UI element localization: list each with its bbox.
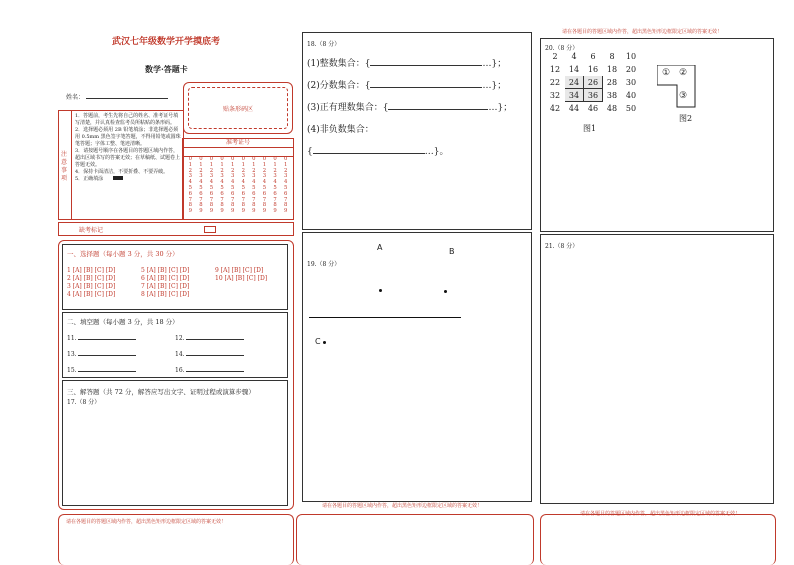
exam-digit-column bbox=[263, 157, 266, 215]
q21-label: 21.（8 分） bbox=[545, 243, 579, 250]
q19-box[interactable] bbox=[302, 232, 532, 502]
exam-digit-bubble[interactable]: 6 bbox=[230, 190, 235, 197]
exam-digit-bubble[interactable]: 2 bbox=[230, 167, 235, 174]
exam-digit-bubble[interactable]: 1 bbox=[188, 161, 192, 168]
exam-number-box bbox=[182, 138, 294, 220]
exam-digit-bubble[interactable]: 8 bbox=[283, 202, 288, 209]
exam-digit-bubble[interactable]: 2 bbox=[273, 167, 277, 174]
fig2-label: 图2 bbox=[679, 114, 693, 123]
exam-digit-bubble[interactable]: 7 bbox=[273, 196, 277, 203]
exam-digit-bubble[interactable]: 2 bbox=[262, 167, 267, 174]
exam-digit-bubble[interactable]: 3 bbox=[199, 173, 203, 180]
exam-digit-bubble[interactable]: 5 bbox=[241, 184, 245, 191]
notice-item: 2．选择题必须用 2B 铅笔填涂；非选择题必须用 0.5mm 黑色签字笔答题，不得用铅笔或圆珠笔答题；字体工整、笔迹清晰。 bbox=[75, 127, 181, 147]
exam-digit-bubble[interactable]: 4 bbox=[283, 179, 288, 186]
point-b-label: B bbox=[449, 247, 455, 256]
absent-mark-box bbox=[58, 222, 294, 236]
exam-digit-bubble[interactable]: 3 bbox=[188, 173, 192, 180]
exam-digit-bubble[interactable]: 1 bbox=[262, 161, 267, 168]
overflow-box-right bbox=[540, 514, 776, 565]
exam-digit-bubble[interactable]: 5 bbox=[209, 184, 214, 191]
section1-title: 一、选择题（每小题 3 分，共 30 分） bbox=[67, 250, 179, 258]
absent-label: 缺考标记 bbox=[79, 227, 104, 234]
exam-digit-bubble[interactable]: 3 bbox=[230, 173, 235, 180]
exam-digit-bubble[interactable]: 0 bbox=[209, 156, 214, 162]
exam-digit-bubble[interactable]: 8 bbox=[199, 202, 203, 209]
exam-digit-bubble[interactable]: 7 bbox=[220, 196, 224, 203]
exam-digit-bubble[interactable]: 7 bbox=[262, 196, 267, 203]
q18-row-5[interactable]: { …}。 bbox=[307, 147, 449, 157]
choice-q1[interactable]: 1 [A] [B] [C] [D] bbox=[67, 267, 116, 274]
exam-digit-bubble[interactable]: 2 bbox=[209, 167, 214, 174]
choice-q7[interactable]: 7 [A] [B] [C] [D] bbox=[141, 283, 190, 290]
blank-15[interactable]: 15. bbox=[67, 367, 136, 383]
section3-box[interactable] bbox=[62, 380, 288, 506]
exam-digit-bubble[interactable]: 3 bbox=[241, 173, 245, 180]
grid-cell: 28 bbox=[606, 77, 618, 87]
exam-digit-bubble[interactable]: 9 bbox=[283, 208, 288, 215]
grid-cell: 14 bbox=[568, 64, 580, 74]
exam-digit-bubble[interactable]: 5 bbox=[230, 184, 235, 191]
grid-cell: 32 bbox=[549, 90, 561, 100]
blank-12[interactable]: 12. bbox=[175, 335, 244, 351]
exam-digit-bubble[interactable]: 2 bbox=[241, 167, 245, 174]
exam-digit-bubble[interactable]: 5 bbox=[273, 184, 277, 191]
filled-sample bbox=[113, 176, 123, 180]
exam-digit-bubble[interactable]: 5 bbox=[262, 184, 267, 191]
exam-digit-bubble[interactable]: 5 bbox=[283, 184, 288, 191]
exam-digit-bubble[interactable]: 4 bbox=[188, 179, 192, 186]
grid-cell: 10 bbox=[625, 51, 637, 61]
exam-digit-bubble[interactable]: 3 bbox=[220, 173, 224, 180]
exam-digit-bubble[interactable]: 9 bbox=[241, 208, 245, 215]
warning-text: 请在各题目的答题区域内作答，超出黑色矩形边框限定区域的答案无效！ bbox=[322, 503, 483, 509]
exam-digit-bubble[interactable]: 8 bbox=[241, 202, 245, 209]
exam-digit-bubble[interactable]: 9 bbox=[230, 208, 235, 215]
grid-cell: 42 bbox=[549, 103, 561, 113]
segment-line bbox=[309, 317, 461, 318]
page-subtitle: 数学·答题卡 bbox=[145, 64, 188, 74]
grid-cell: 22 bbox=[549, 77, 561, 87]
exam-digit-column bbox=[199, 157, 202, 215]
exam-digit-column bbox=[220, 157, 223, 215]
exam-digit-bubble[interactable]: 5 bbox=[188, 184, 192, 191]
exam-digit-bubble[interactable]: 4 bbox=[220, 179, 224, 186]
grid-cell: 8 bbox=[609, 51, 615, 61]
notice-title: 注意事项 bbox=[61, 151, 68, 182]
choice-q4[interactable]: 4 [A] [B] [C] [D] bbox=[67, 291, 116, 298]
exam-digit-bubble[interactable]: 1 bbox=[241, 161, 245, 168]
exam-digit-bubble[interactable]: 5 bbox=[220, 184, 224, 191]
exam-digit-bubble[interactable]: 8 bbox=[220, 202, 224, 209]
grid-cell: 20 bbox=[625, 64, 637, 74]
q21-box[interactable] bbox=[540, 234, 774, 504]
notice-item: 5．正确填涂 bbox=[75, 176, 181, 183]
section1-box bbox=[62, 244, 288, 310]
q20-label: 20.（8 分） bbox=[545, 45, 579, 52]
exam-digit-bubble[interactable]: 9 bbox=[220, 208, 224, 215]
exam-digit-bubble[interactable]: 0 bbox=[188, 156, 192, 162]
section2-title: 二、填空题（每小题 3 分，共 18 分） bbox=[67, 318, 179, 326]
exam-digit-bubble[interactable]: 0 bbox=[220, 156, 224, 162]
exam-digit-bubble[interactable]: 6 bbox=[283, 190, 288, 197]
grid-cell: 26 bbox=[584, 76, 603, 89]
exam-digit-bubble[interactable]: 1 bbox=[273, 161, 277, 168]
exam-digit-bubble[interactable]: 4 bbox=[252, 179, 256, 186]
warning-text: 请在各题目的答题区域内作答，超出黑色矩形边框限定区域的答案无效！ bbox=[562, 29, 723, 35]
exam-digit-bubble[interactable]: 9 bbox=[262, 208, 267, 215]
blank-13[interactable]: 13. bbox=[67, 351, 136, 367]
exam-digit-bubble[interactable]: 6 bbox=[241, 190, 245, 197]
grid-cell: 34 bbox=[565, 89, 584, 102]
grid-cell: 4 bbox=[571, 51, 577, 61]
exam-digit-bubble[interactable]: 7 bbox=[283, 196, 288, 203]
exam-digit-bubble[interactable]: 0 bbox=[283, 156, 288, 162]
name-label: 姓名： bbox=[66, 94, 85, 101]
exam-digit-bubble[interactable]: 0 bbox=[199, 156, 203, 162]
exam-digit-bubble[interactable]: 2 bbox=[188, 167, 192, 174]
grid-cell: 30 bbox=[625, 77, 637, 87]
exam-digit-bubble[interactable]: 7 bbox=[241, 196, 245, 203]
exam-digit-bubble[interactable]: 0 bbox=[273, 156, 277, 162]
exam-digit-column bbox=[252, 157, 255, 215]
exam-digit-bubble[interactable]: 3 bbox=[209, 173, 214, 180]
point-a bbox=[379, 289, 382, 292]
name-field[interactable] bbox=[66, 92, 168, 101]
grid-cell: 18 bbox=[606, 64, 618, 74]
shape-label-1: ① bbox=[662, 68, 671, 78]
exam-digit-bubble[interactable]: 6 bbox=[273, 190, 277, 197]
exam-digit-bubble[interactable]: 1 bbox=[230, 161, 235, 168]
exam-digit-bubble[interactable]: 3 bbox=[252, 173, 256, 180]
exam-digit-bubble[interactable]: 0 bbox=[252, 156, 256, 162]
exam-digit-bubble[interactable]: 0 bbox=[230, 156, 235, 162]
exam-digit-bubble[interactable]: 4 bbox=[230, 179, 235, 186]
grid-cell: 46 bbox=[587, 103, 599, 113]
grid-cell: 40 bbox=[625, 90, 637, 100]
blank-11[interactable]: 11. bbox=[67, 335, 136, 351]
choice-q5[interactable]: 5 [A] [B] [C] [D] bbox=[141, 267, 190, 274]
q18-row-3[interactable]: (3)正有理数集合：{ …}； bbox=[307, 103, 513, 113]
blank-14[interactable]: 14. bbox=[175, 351, 244, 367]
point-a-label: A bbox=[377, 243, 383, 252]
exam-digit-bubble[interactable]: 4 bbox=[241, 179, 245, 186]
exam-digit-column bbox=[273, 157, 276, 215]
choice-q8[interactable]: 8 [A] [B] [C] [D] bbox=[141, 291, 190, 298]
number-grid bbox=[545, 49, 641, 115]
exam-digit-bubble[interactable]: 9 bbox=[273, 208, 277, 215]
grid-cell: 16 bbox=[587, 64, 599, 74]
exam-digit-bubble[interactable]: 8 bbox=[209, 202, 214, 209]
exam-digit-bubble[interactable]: 1 bbox=[252, 161, 256, 168]
point-b bbox=[444, 290, 447, 293]
q17-label: 17.（8 分） bbox=[67, 399, 101, 406]
page-title: 武汉七年级数学开学摸底考 bbox=[112, 37, 221, 47]
q19-label: 19.（8 分） bbox=[307, 261, 341, 268]
exam-digit-bubble[interactable]: 4 bbox=[262, 179, 267, 186]
exam-digit-bubble[interactable]: 1 bbox=[199, 161, 203, 168]
fig1-label: 图1 bbox=[583, 124, 597, 133]
q18-row-4[interactable]: (4)非负数集合： bbox=[307, 125, 374, 135]
absent-checkbox[interactable] bbox=[204, 226, 216, 233]
exam-digit-bubble[interactable]: 6 bbox=[252, 190, 256, 197]
exam-digit-bubble[interactable]: 6 bbox=[220, 190, 224, 197]
choice-q2[interactable]: 2 [A] [B] [C] [D] bbox=[67, 275, 116, 282]
exam-digit-column bbox=[284, 157, 287, 215]
exam-digit-column bbox=[242, 157, 245, 215]
exam-digit-bubble[interactable]: 1 bbox=[209, 161, 214, 168]
exam-digit-bubble[interactable]: 3 bbox=[283, 173, 288, 180]
exam-digit-bubble[interactable]: 0 bbox=[241, 156, 245, 162]
q20-box[interactable] bbox=[540, 38, 774, 232]
choice-q10[interactable]: 10 [A] [B] [C] [D] bbox=[215, 275, 268, 282]
exam-digit-bubble[interactable]: 8 bbox=[262, 202, 267, 209]
exam-digit-bubble[interactable]: 8 bbox=[230, 202, 235, 209]
exam-digit-bubble[interactable]: 7 bbox=[209, 196, 214, 203]
exam-digit-bubble[interactable]: 8 bbox=[273, 202, 277, 209]
section2-box bbox=[62, 312, 288, 378]
exam-digit-bubble[interactable]: 7 bbox=[230, 196, 235, 203]
grid-cell: 36 bbox=[584, 89, 603, 102]
grid-cell: 12 bbox=[549, 64, 561, 74]
barcode-area bbox=[183, 82, 293, 134]
exam-digit-bubble[interactable]: 2 bbox=[283, 167, 288, 174]
exam-digit-column bbox=[231, 157, 234, 215]
point-c-label: C bbox=[315, 337, 321, 346]
exam-digit-bubble[interactable]: 3 bbox=[262, 173, 267, 180]
overflow-box-middle bbox=[296, 514, 534, 565]
exam-digit-bubble[interactable]: 6 bbox=[199, 190, 203, 197]
exam-digit-bubble[interactable]: 9 bbox=[209, 208, 214, 215]
notice-item: 4．保持卡面清洁，不要折叠、不要弄破。 bbox=[75, 169, 169, 175]
exam-digit-bubble[interactable]: 9 bbox=[252, 208, 256, 215]
exam-digit-bubble[interactable]: 5 bbox=[199, 184, 203, 191]
exam-digit-bubble[interactable]: 4 bbox=[199, 179, 203, 186]
grid-cell: 2 bbox=[552, 51, 558, 61]
exam-digit-column bbox=[210, 157, 213, 215]
choice-q6[interactable]: 6 [A] [B] [C] [D] bbox=[141, 275, 190, 282]
section3-title: 三、解答题（共 72 分，解答应写出文字、证明过程或演算步骤） bbox=[67, 388, 255, 396]
blank-16[interactable]: 16. bbox=[175, 367, 244, 383]
overflow-box-left bbox=[58, 514, 294, 565]
exam-digit-bubble[interactable]: 9 bbox=[199, 208, 203, 215]
shape-label-2: ② bbox=[679, 68, 688, 78]
exam-digit-bubble[interactable]: 4 bbox=[273, 179, 277, 186]
q18-box[interactable] bbox=[302, 32, 532, 230]
warning-text: 请在各题目的答题区域内作答，超出黑色矩形边框限定区域的答案无效！ bbox=[580, 511, 741, 517]
exam-digit-bubble[interactable]: 8 bbox=[188, 202, 192, 209]
grid-cell: 38 bbox=[606, 90, 618, 100]
exam-digit-bubble[interactable]: 2 bbox=[252, 167, 256, 174]
exam-digit-bubble[interactable]: 4 bbox=[209, 179, 214, 186]
grid-cell: 24 bbox=[565, 76, 584, 89]
grid-cell: 48 bbox=[606, 103, 618, 113]
shape-label-3: ③ bbox=[679, 91, 688, 101]
q18-row-2[interactable]: (2)分数集合：{ …}； bbox=[307, 81, 507, 91]
barcode-label: 贴条形码区 bbox=[222, 106, 253, 113]
exam-digit-bubble[interactable]: 2 bbox=[220, 167, 224, 174]
grid-cell: 44 bbox=[568, 103, 580, 113]
exam-digit-bubble[interactable]: 7 bbox=[188, 196, 192, 203]
exam-digit-bubble[interactable]: 8 bbox=[252, 202, 256, 209]
exam-digit-bubble[interactable]: 1 bbox=[283, 161, 288, 168]
exam-digit-bubble[interactable]: 9 bbox=[188, 208, 192, 215]
exam-digit-column bbox=[189, 157, 192, 215]
choice-q9[interactable]: 9 [A] [B] [C] [D] bbox=[215, 267, 264, 274]
exam-digit-bubble[interactable]: 6 bbox=[262, 190, 267, 197]
q18-label: 18.（8 分） bbox=[307, 41, 341, 48]
choice-q3[interactable]: 3 [A] [B] [C] [D] bbox=[67, 283, 116, 290]
notice-item: 1．答题前，考生先将自己的姓名、准考证号填写清楚，并认真检查监考员所粘贴的条形码。 bbox=[75, 113, 179, 126]
warning-text: 请在各题目的答题区域内作答，超出黑色矩形边框限定区域的答案无效！ bbox=[66, 519, 227, 525]
exam-digit-bubble[interactable]: 5 bbox=[252, 184, 256, 191]
exam-digit-bubble[interactable]: 7 bbox=[199, 196, 203, 203]
exam-digit-bubble[interactable]: 6 bbox=[209, 190, 214, 197]
exam-digit-bubble[interactable]: 6 bbox=[188, 190, 192, 197]
notice-box bbox=[58, 110, 184, 220]
exam-digit-bubble[interactable]: 1 bbox=[220, 161, 224, 168]
point-c bbox=[323, 341, 326, 344]
exam-digit-bubble[interactable]: 7 bbox=[252, 196, 256, 203]
grid-cell: 50 bbox=[625, 103, 637, 113]
grid-cell: 6 bbox=[590, 51, 596, 61]
exam-digit-bubble[interactable]: 2 bbox=[199, 167, 203, 174]
exam-digit-bubble[interactable]: 0 bbox=[262, 156, 267, 162]
exam-no-label: 准考证号 bbox=[183, 139, 293, 148]
notice-item: 3．请按题号顺序在各题目的答题区域内作答，超出区域书写的答案无效；在草稿纸、试题卷上答题无效。 bbox=[75, 148, 181, 168]
exam-digit-bubble[interactable]: 3 bbox=[273, 173, 277, 180]
q18-row-1[interactable]: (1)整数集合：{ …}； bbox=[307, 59, 507, 69]
